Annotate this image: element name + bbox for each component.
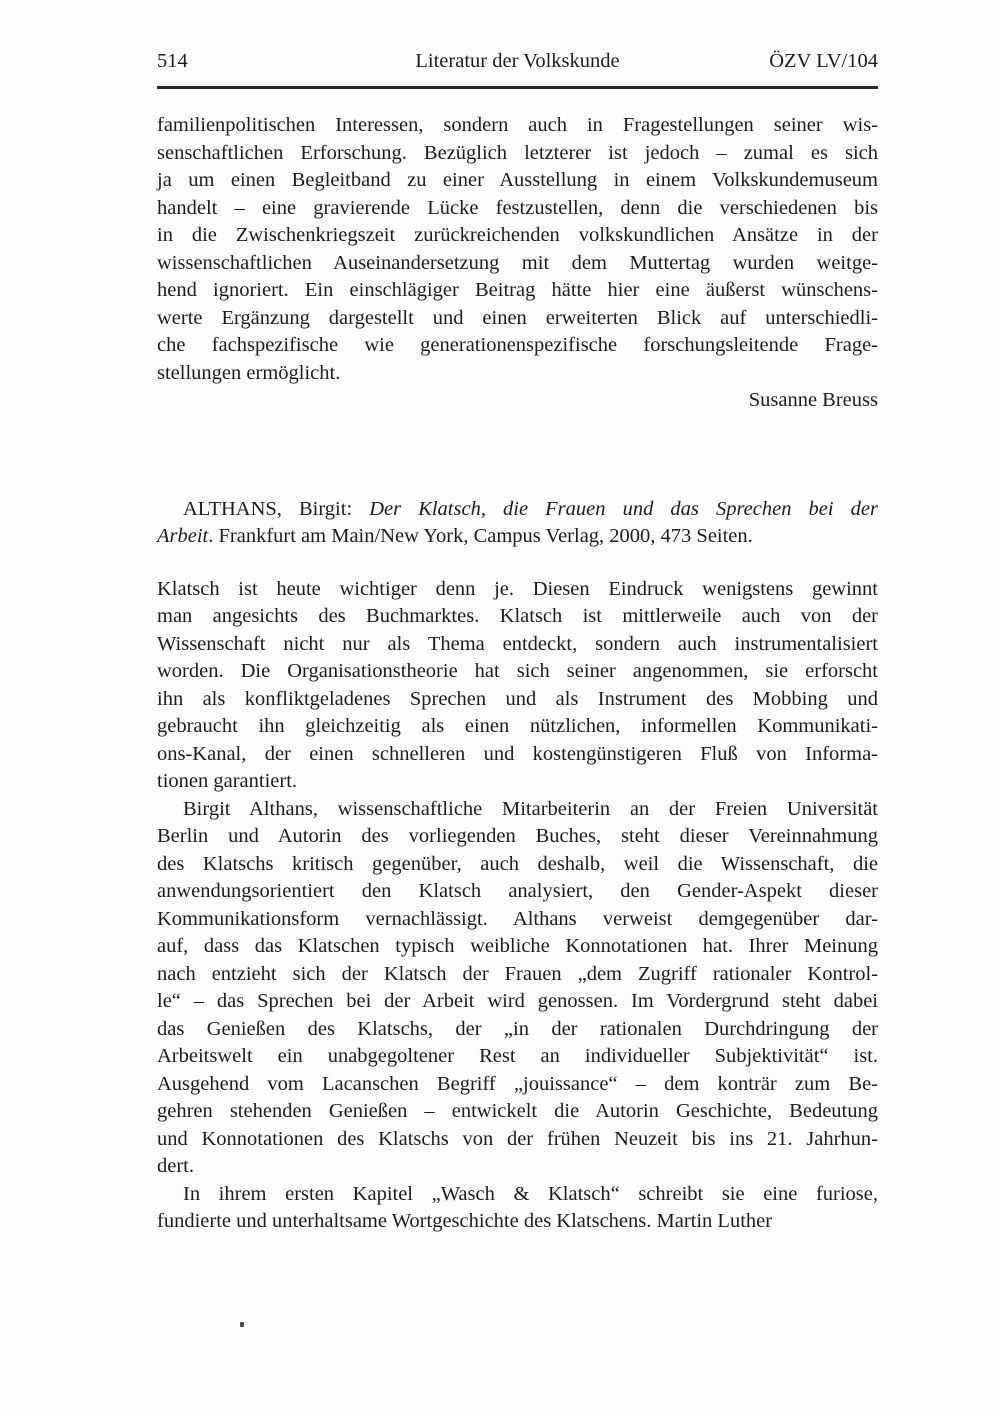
text-line: ja um einen Begleitband zu einer Ausstellung in einem Volkskundemuseum xyxy=(157,169,878,191)
text-line: das Genießen des Klatschs, der „in der rationalen Durchdringung der xyxy=(157,1017,878,1040)
citation-title-italic: Arbeit xyxy=(157,525,209,547)
text-line: senschaftlichen Erforschung. Bezüglich letzterer ist jedoch – zumal es sich xyxy=(157,141,878,164)
citation-title-italic: Der Klatsch, die Frauen und das Sprechen bei der xyxy=(369,497,878,520)
text-line: ons-Kanal, der einen schnelleren und kostengünstigeren Fluß von Informa- xyxy=(157,742,878,765)
text-line: Wissenschaft nicht nur als Thema entdeckt, sondern auch instrumentalisiert xyxy=(157,632,878,655)
header-rule xyxy=(157,86,878,89)
page-number: 514 xyxy=(157,50,188,72)
text-line: stellungen ermöglicht. xyxy=(157,361,341,384)
issue-label: ÖZV LV/104 xyxy=(769,50,878,72)
text-line: che fachspezifische wie generationenspezifische forschungsleitende Frage- xyxy=(157,334,878,356)
text-line: Arbeitswelt ein unabgegoltener Rest an individueller Subjektivität“ ist. xyxy=(157,1045,878,1067)
text-line: nach entzieht sich der Klatsch der Frauen „dem Zugriff rationaler Kontrol- xyxy=(157,962,878,985)
text-line: Kommunikationsform vernachlässigt. Althans verweist demgegenüber dar- xyxy=(157,907,878,930)
citation-text: . Frankfurt am Main/New York, Campus Verlag, 2000, 473 Seiten. xyxy=(208,525,753,547)
scan-speck xyxy=(240,1322,244,1327)
text-line: Klatsch ist heute wichtiger denn je. Diesen Eindruck wenigstens gewinnt xyxy=(157,577,878,600)
running-title: Literatur der Volkskunde xyxy=(415,50,620,72)
text-line: anwendungsorientiert den Klatsch analysiert, den Gender-Aspekt dieser xyxy=(157,880,878,902)
text-line: Birgit Althans, wissenschaftliche Mitarbeiterin an der Freien Universität xyxy=(183,797,878,820)
paragraph xyxy=(157,1181,878,1236)
text-line: und Konnotationen des Klatschs von der frühen Neuzeit bis ins 21. Jahrhun- xyxy=(157,1127,878,1150)
book-citation xyxy=(157,496,878,551)
paragraph xyxy=(157,576,878,796)
text-line: des Klatschs kritisch gegenüber, auch deshalb, weil die Wissenschaft, die xyxy=(157,852,878,875)
text-line: worden. Die Organisationstheorie hat sich seiner angenommen, sie erforscht xyxy=(157,660,878,682)
text-line: tionen garantiert. xyxy=(157,770,298,792)
text-line xyxy=(157,496,878,524)
text-line: werte Ergänzung dargestellt und einen erweiterten Blick auf unterschiedli- xyxy=(157,306,878,329)
text-line: fundierte und unterhaltsame Wortgeschichte des Klatschens. Martin Luther xyxy=(157,1210,773,1232)
paragraph xyxy=(157,796,878,1181)
text-line xyxy=(157,523,878,551)
paragraph xyxy=(157,112,878,387)
text-line: le“ – das Sprechen bei der Arbeit wird genossen. Im Vordergrund steht dabei xyxy=(157,990,878,1012)
text-line: familienpolitischen Interessen, sondern auch in Fragestellungen seiner wis- xyxy=(157,114,878,136)
text-line: handelt – eine gravierende Lücke festzustellen, denn die verschiedenen bis xyxy=(157,196,878,219)
text-line: Berlin und Autorin des vorliegenden Buches, steht dieser Vereinnahmung xyxy=(157,825,878,847)
text-line: In ihrem ersten Kapitel „Wasch & Klatsch“ schreibt sie eine furiose, xyxy=(183,1182,878,1205)
text-body xyxy=(157,112,878,1236)
text-line: dert. xyxy=(157,1155,194,1177)
citation-text: ALTHANS, Birgit: xyxy=(183,497,370,520)
text-line: gebraucht ihn gleichzeitig als einen nützlichen, informellen Kommunikati- xyxy=(157,715,878,737)
page-header xyxy=(157,50,878,78)
reviewer-signature: Susanne Breuss xyxy=(748,389,878,411)
text-line: in die Zwischenkriegszeit zurückreichenden volkskundlichen Ansätze in der xyxy=(157,224,878,246)
text-line: wissenschaftlichen Auseinandersetzung mit dem Muttertag wurden weitge- xyxy=(157,251,878,274)
text-line: man angesichts des Buchmarktes. Klatsch ist mittlerweile auch von der xyxy=(157,605,878,627)
text-line: ihn als konfliktgeladenes Sprechen und als Instrument des Mobbing und xyxy=(157,687,878,710)
text-line: Ausgehend vom Lacanschen Begriff „jouissance“ – dem konträr zum Be- xyxy=(157,1072,878,1095)
text-line: hend ignoriert. Ein einschlägiger Beitrag hätte hier eine äußerst wünschens- xyxy=(157,279,878,301)
text-line: auf, dass das Klatschen typisch weibliche Konnotationen hat. Ihrer Meinung xyxy=(157,935,878,957)
text-line: gehren stehenden Genießen – entwickelt die Autorin Geschichte, Bedeutung xyxy=(157,1100,878,1122)
